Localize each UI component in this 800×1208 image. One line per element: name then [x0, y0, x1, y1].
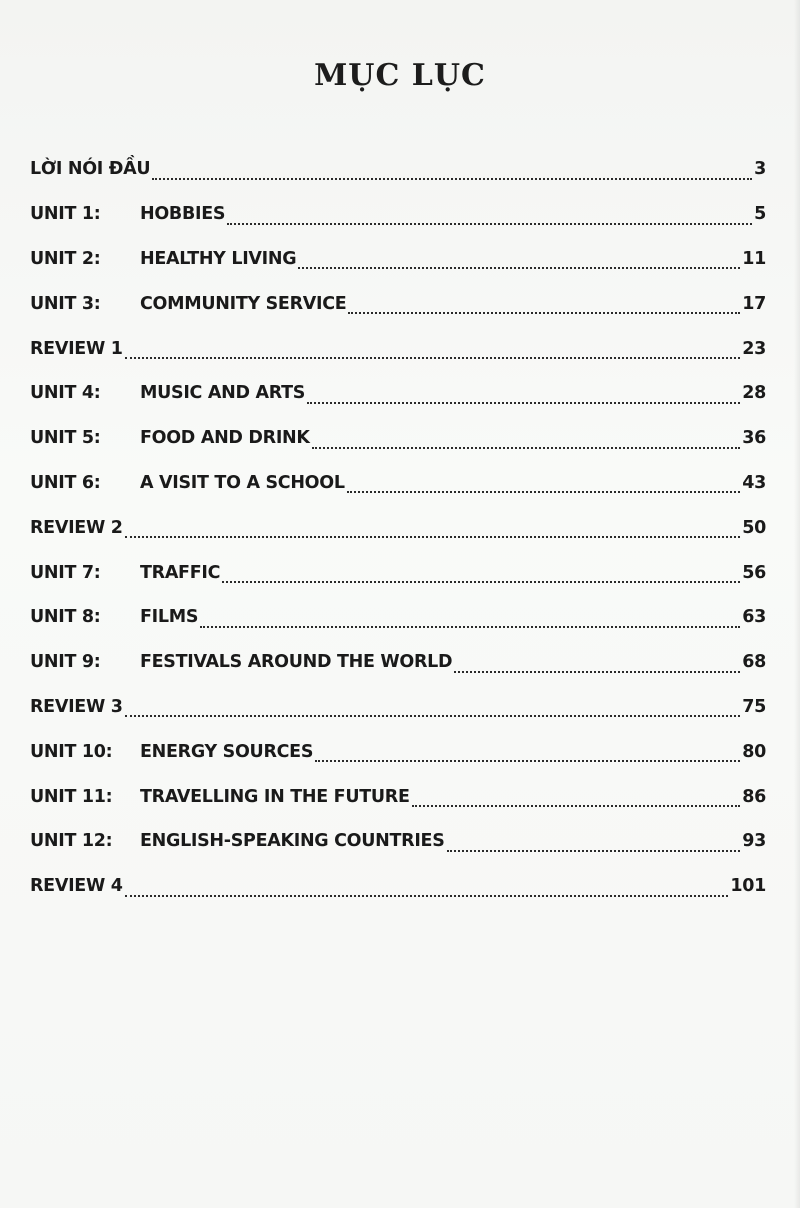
toc-unit-label: LỜI NÓI ĐẦU [30, 159, 151, 180]
toc-page-number: 50 [742, 517, 766, 538]
toc-page-number: 11 [742, 248, 766, 269]
toc-page-number: 56 [742, 562, 766, 583]
table-of-contents [30, 147, 766, 909]
dot-leader [312, 433, 741, 449]
toc-page-number: 63 [742, 607, 766, 628]
toc-unit-label: UNIT 4: [30, 383, 101, 404]
dot-leader [200, 612, 740, 628]
toc-unit-label: UNIT 5: [30, 428, 101, 449]
page-edge-shadow [794, 0, 800, 1208]
toc-entry [30, 505, 766, 550]
toc-page-number: 23 [742, 338, 766, 359]
toc-unit-label: REVIEW 4 [30, 876, 123, 897]
toc-page-number: 28 [742, 383, 766, 404]
toc-unit-label: UNIT 2: [30, 248, 101, 269]
toc-entry [30, 371, 766, 416]
dot-leader [307, 388, 740, 404]
toc-page-number: 101 [730, 876, 766, 897]
toc-page-number: 43 [742, 472, 766, 493]
dot-leader [125, 881, 729, 897]
page-title: MỤC LỤC [314, 58, 486, 93]
toc-unit-label: REVIEW 1 [30, 338, 123, 359]
toc-entry [30, 640, 766, 685]
toc-topic-title: TRAFFIC [140, 562, 221, 583]
toc-entry [30, 192, 766, 237]
toc-topic-title: ENERGY SOURCES [140, 741, 314, 762]
toc-topic-title: HEALTHY LIVING [140, 248, 297, 269]
toc-topic-title: FILMS [140, 607, 199, 628]
dot-leader [454, 657, 740, 673]
dot-leader [447, 836, 741, 852]
toc-unit-label: REVIEW 2 [30, 517, 123, 538]
toc-entry [30, 685, 766, 730]
toc-entry [30, 326, 766, 371]
toc-entry [30, 864, 766, 909]
toc-page-number: 68 [742, 652, 766, 673]
toc-entry [30, 461, 766, 506]
toc-unit-label: UNIT 9: [30, 652, 101, 673]
dot-leader [315, 746, 740, 762]
toc-unit-label: UNIT 10: [30, 741, 113, 762]
dot-leader [125, 701, 741, 717]
toc-page-number: 3 [754, 159, 766, 180]
toc-topic-title: MUSIC AND ARTS [140, 383, 306, 404]
toc-page-number: 17 [742, 293, 766, 314]
toc-unit-label: REVIEW 3 [30, 696, 123, 717]
toc-unit-label: UNIT 6: [30, 472, 101, 493]
dot-leader [222, 567, 740, 583]
toc-entry [30, 237, 766, 282]
dot-leader [152, 164, 752, 180]
dot-leader [125, 343, 741, 359]
toc-page-number: 36 [742, 428, 766, 449]
dot-leader [412, 791, 741, 807]
dot-leader [348, 298, 740, 314]
toc-topic-title: FOOD AND DRINK [140, 428, 310, 449]
toc-entry [30, 774, 766, 819]
dot-leader [298, 253, 740, 269]
toc-topic-title: COMMUNITY SERVICE [140, 293, 347, 314]
dot-leader [227, 209, 752, 225]
toc-topic-title: ENGLISH-SPEAKING COUNTRIES [140, 831, 445, 852]
dot-leader [347, 477, 741, 493]
toc-entry [30, 147, 766, 192]
toc-page-number: 80 [742, 741, 766, 762]
toc-entry [30, 281, 766, 326]
toc-unit-label: UNIT 11: [30, 786, 113, 807]
dot-leader [125, 522, 741, 538]
toc-unit-label: UNIT 8: [30, 607, 101, 628]
toc-page-number: 75 [742, 696, 766, 717]
toc-entry [30, 729, 766, 774]
toc-unit-label: UNIT 7: [30, 562, 101, 583]
toc-topic-title: FESTIVALS AROUND THE WORLD [140, 652, 453, 673]
toc-unit-label: UNIT 3: [30, 293, 101, 314]
toc-unit-label: UNIT 12: [30, 831, 113, 852]
toc-unit-label: UNIT 1: [30, 204, 101, 225]
toc-page-number: 93 [742, 831, 766, 852]
toc-page-number: 86 [742, 786, 766, 807]
toc-entry [30, 819, 766, 864]
toc-topic-title: A VISIT TO A SCHOOL [140, 472, 345, 493]
toc-entry [30, 416, 766, 461]
toc-entry [30, 550, 766, 595]
toc-page-number: 5 [754, 204, 766, 225]
toc-topic-title: HOBBIES [140, 204, 226, 225]
toc-topic-title: TRAVELLING IN THE FUTURE [140, 786, 410, 807]
toc-entry [30, 595, 766, 640]
